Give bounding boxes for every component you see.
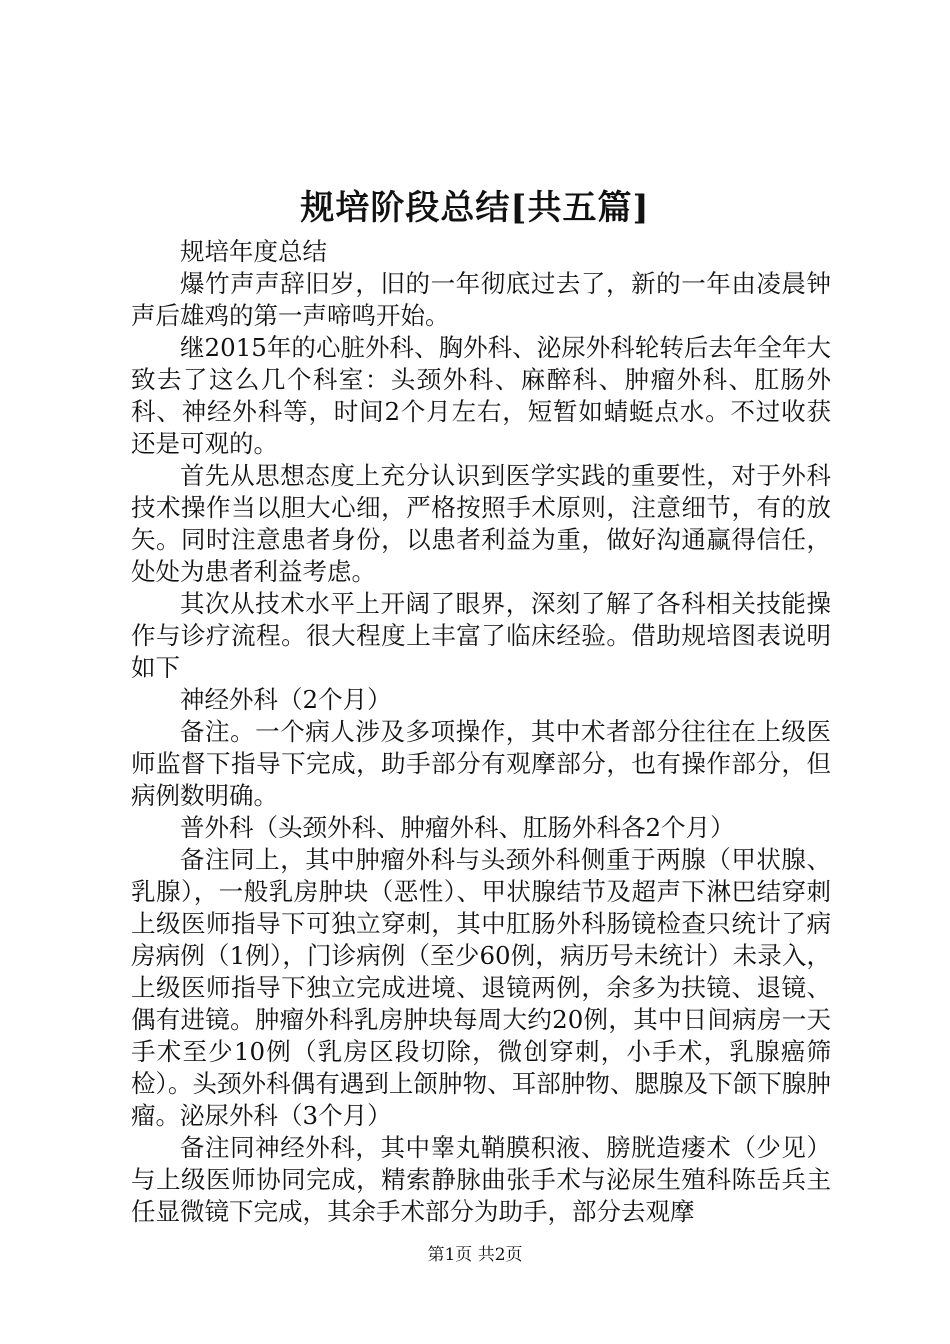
- paragraph-intro: 爆竹声声辞旧岁，旧的一年彻底过去了，新的一年由凌晨钟声后雄鸡的第一声啼鸣开始。: [131, 269, 831, 330]
- section-heading-general-surgery: 普外科（头颈外科、肿瘤外科、肛肠外科各2个月）: [180, 813, 735, 842]
- section-heading-annual-summary: 规培年度总结: [180, 237, 327, 266]
- document-body: [131, 236, 831, 1228]
- paragraph-skills: 其次从技术水平上开阔了眼界，深刻了解了各科相关技能操作与诊疗流程。很大程度上丰富了临床经验。借助规培图表说明如下: [131, 589, 831, 682]
- paragraph-urology-note: 备注同神经外科，其中睾丸鞘膜积液、膀胱造瘘术（少见）与上级医师协同完成，精索静脉曲张手术与泌尿生殖科陈岳兵主任显微镜下完成，其余手术部分为助手，部分去观摩: [131, 1133, 831, 1226]
- paragraph-neurosurgery-note: 备注。一个病人涉及多项操作，其中术者部分往往在上级医师监督下指导下完成，助手部分有观摩部分，也有操作部分，但病例数明确。: [131, 717, 831, 810]
- section-heading-neurosurgery: 神经外科（2个月）: [180, 685, 392, 714]
- paragraph-departments: 继2015年的心脏外科、胸外科、泌尿外科轮转后去年全年大致去了这么几个科室：头颈外科、麻醉科、肿瘤外科、肛肠外科、神经外科等，时间2个月左右，短暂如蜻蜓点水。不过收获还是可观的。: [131, 333, 831, 458]
- paragraph-general-surgery-note: 备注同上，其中肿瘤外科与头颈外科侧重于两腺（甲状腺、乳腺），一般乳房肿块（恶性）、甲状腺结节及超声下淋巴结穿刺上级医师指导下可独立穿刺，其中肛肠外科肠镜检查只统计了病房病例（1例），门诊病例（至少60例，病历号未统计）未录入，上级医师指导下独立完成进境、退镜两例，余多为扶镜、退镜、偶有进镜。肿瘤外科乳房肿块每周大约20例，其中日间病房一天手术至少10例（乳房区段切除，微创穿刺，小手术，乳腺癌筛检）。头颈外科偶有遇到上颌肿物、耳部肿物、腮腺及下颌下腺肿瘤。泌尿外科（3个月）: [131, 845, 831, 1130]
- paragraph-attitude: 首先从思想态度上充分认识到医学实践的重要性，对于外科技术操作当以胆大心细，严格按照手术原则，注意细节，有的放矢。同时注意患者身份，以患者利益为重，做好沟通赢得信任，处处为患者利益考虑。: [131, 461, 831, 586]
- page-footer: 第1页 共2页: [427, 1245, 523, 1265]
- document-title: 规培阶段总结[共五篇]: [300, 188, 650, 228]
